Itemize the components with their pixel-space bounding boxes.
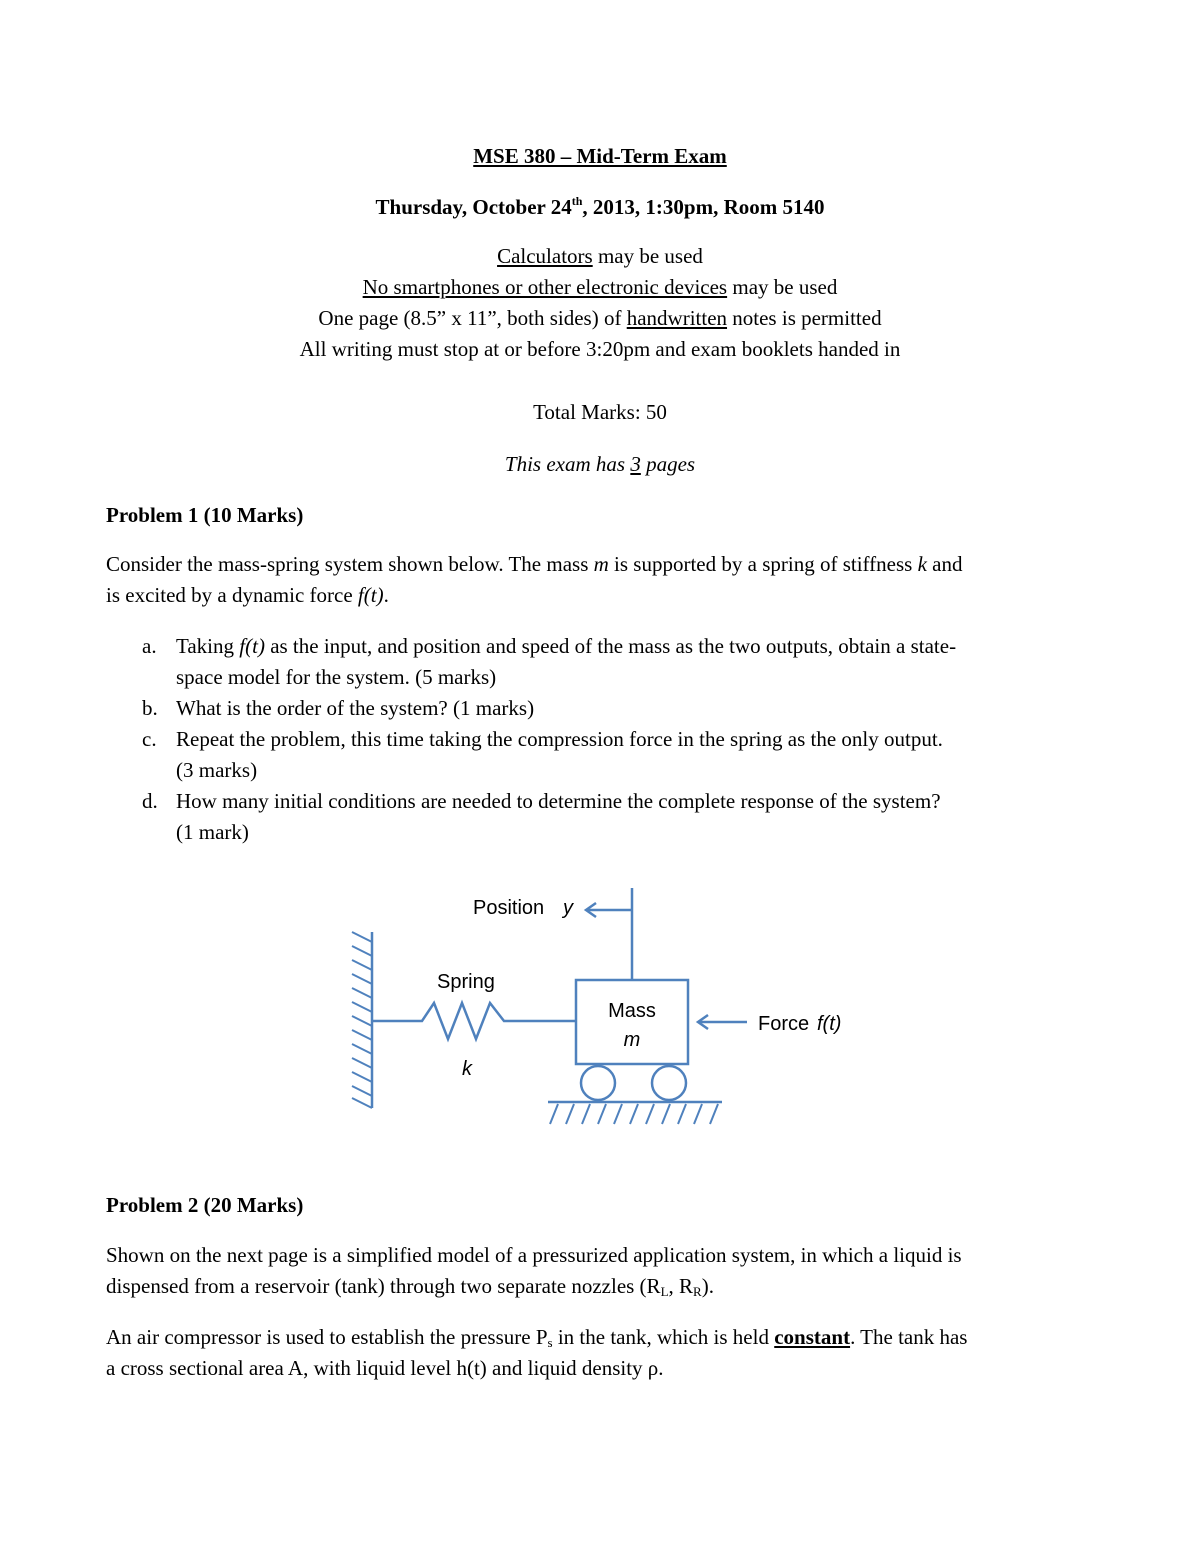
mass-spring-diagram: [330, 880, 930, 1140]
spring-var: k: [462, 1058, 472, 1080]
position-label: Position: [473, 897, 545, 919]
exam-title: MSE 380 – Mid-Term Exam: [473, 144, 727, 168]
problem1-heading: Problem 1 (10 Marks): [106, 503, 304, 527]
left-wheel: [581, 1066, 615, 1100]
problem2-para1-line2: dispensed from a reservoir (tank) through two separate nozzles ($R_L$, $R_R$).: [106, 1274, 714, 1299]
problem2-para2-line1: An air compressor is used to establish the pressure $P_s$ in the tank, which is held constant. The tank has: [106, 1325, 968, 1350]
diagram-labels: [437, 897, 841, 1080]
spring-label: Spring: [437, 971, 495, 993]
force-label: Force: [758, 1013, 810, 1035]
problem1-item-a-line2: space model for the system. (5 marks): [176, 665, 497, 689]
position-var: y: [563, 897, 573, 919]
problem1-intro-line2: is excited by a dynamic force f(t).: [106, 583, 389, 607]
rule-no-devices: No smartphones or other electronic devices may be used: [362, 275, 838, 299]
mass-box: [576, 980, 688, 1064]
rule-stop-time: All writing must stop at or before 3:20pm and exam booklets handed in: [299, 337, 901, 361]
exam-date-line: Thursday, October 24th, 2013, 1:30pm, Room 5140: [375, 194, 825, 219]
right-wheel: [652, 1066, 686, 1100]
ground-hatching: [550, 1104, 718, 1124]
problem2-heading: Problem 2 (20 Marks): [106, 1193, 304, 1217]
problem2-para1-line1: Shown on the next page is a simplified model of a pressurized application system, in which a liquid is: [106, 1243, 962, 1267]
force-var: f(t): [817, 1013, 842, 1035]
problem1-item-c-line2: (3 marks): [176, 758, 258, 782]
rule-notes: One page (8.5” x 11”, both sides) of handwritten notes is permitted: [318, 306, 882, 330]
problem1-item-d-line2: (1 mark): [176, 820, 249, 844]
total-marks: Total Marks: 50: [533, 400, 667, 424]
rule-calculators: Calculators may be used: [497, 244, 703, 268]
problem1-intro-line1: Consider the mass-spring system shown below. The mass m is supported by a spring of stiffness k and: [106, 552, 963, 576]
pages-note: This exam has 3 pages: [504, 452, 696, 476]
diagram-lines: [352, 888, 747, 1124]
mass-label: Mass: [608, 1000, 656, 1022]
problem2-para2-line2: a cross sectional area A, with liquid level h(t) and liquid density ρ.: [106, 1356, 664, 1380]
wall-hatching: [352, 932, 372, 1108]
spring-zigzag: [372, 1003, 576, 1039]
mass-var: m: [623, 1029, 641, 1051]
